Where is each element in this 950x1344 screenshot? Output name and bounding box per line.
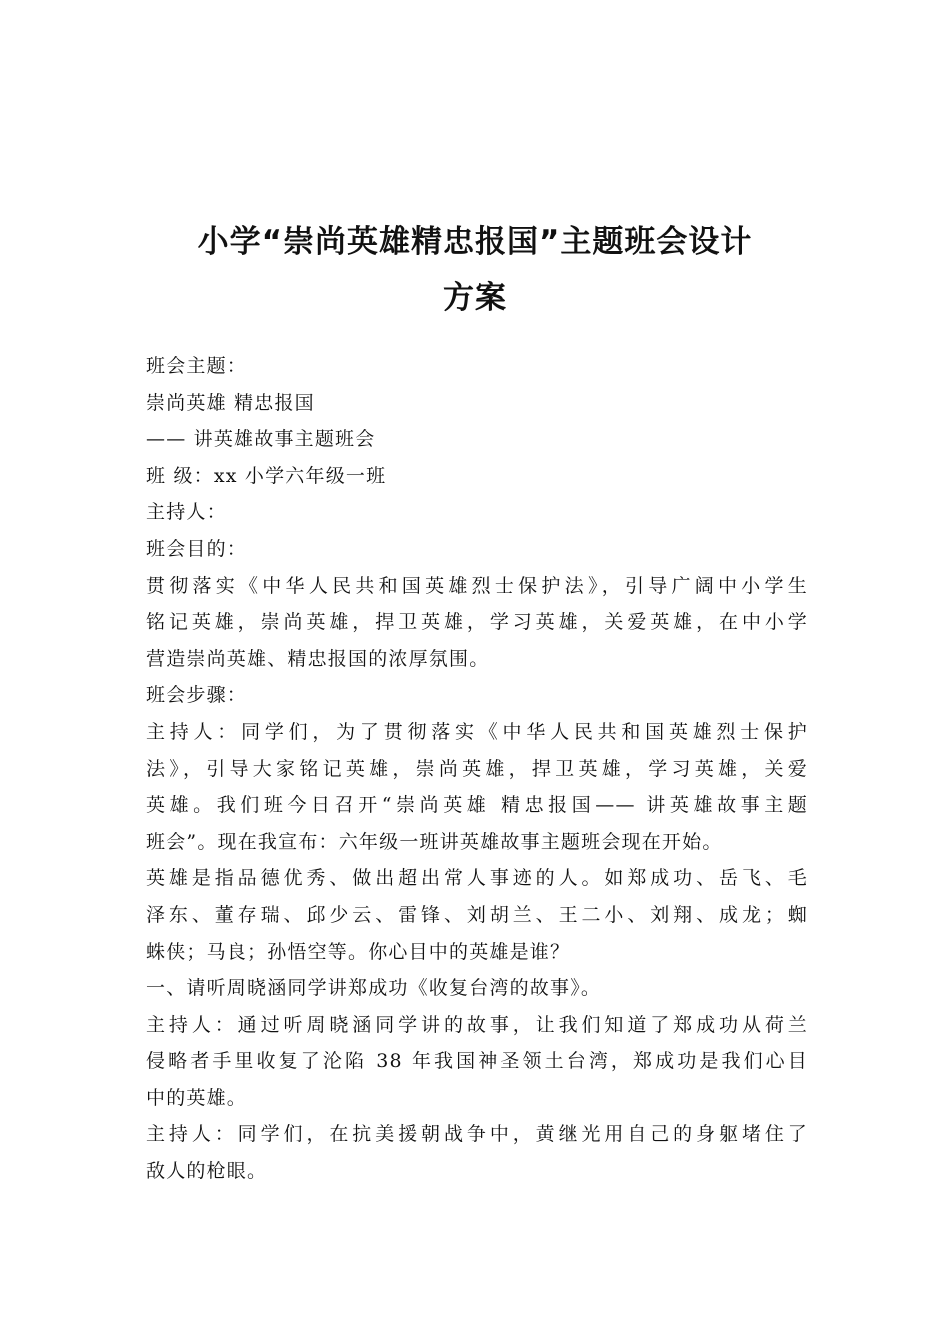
body-line: —— 讲英雄故事主题班会 — [146, 428, 376, 451]
body-line: 班 级：xx 小学六年级一班 — [146, 464, 387, 487]
body-line: 侵略者手里收复了沦陷 38 年我国神圣领土台湾，郑成功是我们心目 — [146, 1050, 808, 1073]
body-line: 班会步骤： — [146, 684, 248, 707]
body-line: 泽东、董存瑞、邱少云、雷锋、刘胡兰、王二小、刘翔、成龙；蜘 — [146, 903, 808, 926]
body-line: 主持人： — [146, 501, 227, 524]
body-line: 铭记英雄，崇尚英雄，捍卫英雄，学习英雄，关爱英雄，在中小学 — [146, 611, 808, 634]
document-title — [100, 214, 850, 326]
body-line: 英雄是指品德优秀、做出超出常人事迹的人。如郑成功、岳飞、毛 — [146, 867, 808, 890]
body-line: 敌人的枪眼。 — [146, 1160, 268, 1183]
title-line-2: 方案 — [443, 280, 507, 316]
body-line: 班会”。现在我宣布：六年级一班讲英雄故事主题班会现在开始。 — [146, 830, 723, 853]
document-body — [146, 348, 808, 1190]
body-line: 主持人：同学们，在抗美援朝战争中，黄继光用自己的身躯堵住了 — [146, 1123, 808, 1146]
body-line: 英雄。我们班今日召开“崇尚英雄 精忠报国—— 讲英雄故事主题 — [146, 794, 808, 817]
body-line: 班会目的： — [146, 537, 248, 560]
body-line: 一、请听周晓涵同学讲郑成功《收复台湾的故事》。 — [146, 977, 602, 1000]
body-line: 营造崇尚英雄、精忠报国的浓厚氛围。 — [146, 647, 490, 670]
body-line: 班会主题： — [146, 355, 248, 377]
body-line: 法》，引导大家铭记英雄，崇尚英雄，捍卫英雄，学习英雄，关爱 — [146, 757, 808, 780]
body-line: 蛛侠；马良；孙悟空等。你心目中的英雄是谁？ — [146, 940, 571, 963]
body-line: 主持人：同学们，为了贯彻落实《中华人民共和国英雄烈士保护 — [146, 720, 808, 743]
body-line: 崇尚英雄 精忠报国 — [146, 391, 315, 414]
title-line-1: 小学“崇尚英雄精忠报国”主题班会设计 — [197, 224, 753, 260]
body-line: 主持人：通过听周晓涵同学讲的故事，让我们知道了郑成功从荷兰 — [146, 1013, 808, 1036]
body-line: 贯彻落实《中华人民共和国英雄烈士保护法》，引导广阔中小学生 — [146, 574, 808, 597]
body-line: 中的英雄。 — [146, 1086, 248, 1109]
